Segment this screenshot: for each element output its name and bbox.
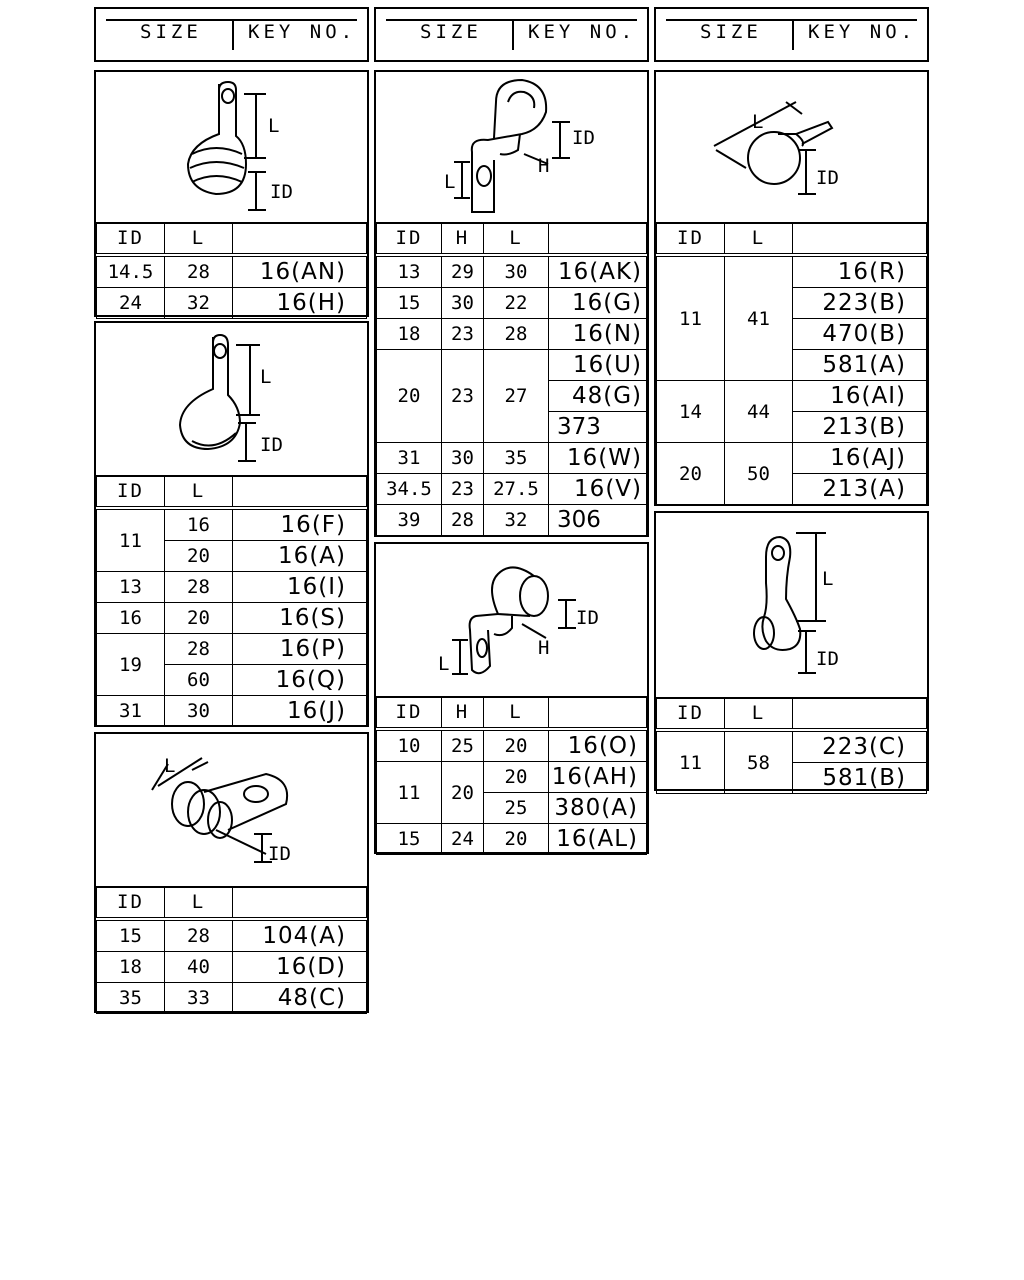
- cell-l: 20: [484, 762, 549, 793]
- dim-l-label: L: [752, 111, 764, 133]
- table-row: [377, 288, 647, 319]
- cell-key[interactable]: 16(J): [233, 696, 367, 727]
- dim-l-label: L: [444, 171, 456, 193]
- cell-key[interactable]: 16(P): [233, 634, 367, 665]
- clip-cushion-drawing: [96, 734, 367, 886]
- cell-key[interactable]: 16(AJ): [793, 443, 927, 474]
- table-row: [377, 319, 647, 350]
- cell-l: 25: [484, 793, 549, 824]
- table-row: [377, 762, 647, 793]
- cell-id: 31: [377, 443, 442, 474]
- table-row: [377, 474, 647, 505]
- col-header-key: [233, 223, 367, 256]
- clip-bracket-drawing: [376, 72, 647, 222]
- col-header-id: ID: [97, 476, 165, 509]
- col-header-h: H: [442, 223, 484, 256]
- table-row: [97, 603, 367, 634]
- cell-l: 35: [484, 443, 549, 474]
- cell-key[interactable]: 380(A): [549, 793, 647, 824]
- cell-id: 11: [657, 730, 725, 794]
- col-header-l: L: [725, 698, 793, 731]
- cell-l: 28: [165, 919, 233, 952]
- table-row: [97, 919, 367, 952]
- cell-l: 58: [725, 730, 793, 794]
- cell-h: 20: [442, 762, 484, 824]
- cell-id: 34.5: [377, 474, 442, 505]
- dim-id-label: ID: [270, 181, 293, 203]
- cell-key[interactable]: 16(AI): [793, 381, 927, 412]
- panel-clip-cushion: [94, 732, 369, 1013]
- table-clip-bracket-offset: [376, 696, 647, 855]
- cell-id: 11: [657, 255, 725, 381]
- dim-id-label: ID: [816, 167, 839, 189]
- table-clip-p-type: [656, 697, 927, 794]
- cell-id: 18: [97, 952, 165, 983]
- cell-key[interactable]: 223(B): [793, 288, 927, 319]
- table-row: [657, 443, 927, 474]
- cell-id: 31: [97, 696, 165, 727]
- table-row: [97, 508, 367, 541]
- dim-h-label: H: [538, 155, 550, 177]
- cell-l: 20: [165, 541, 233, 572]
- cell-key[interactable]: 213(B): [793, 412, 927, 443]
- cell-l: 20: [165, 603, 233, 634]
- cell-key[interactable]: 16(H): [233, 288, 367, 319]
- table-row: [97, 288, 367, 319]
- cell-h: 30: [442, 288, 484, 319]
- cell-key[interactable]: 470(B): [793, 319, 927, 350]
- cell-key[interactable]: 213(A): [793, 474, 927, 505]
- clip-p-type-drawing: [656, 513, 927, 697]
- cell-key[interactable]: 16(G): [549, 288, 647, 319]
- dim-l-label: L: [822, 568, 834, 590]
- cell-id: 13: [97, 572, 165, 603]
- table-row: [97, 572, 367, 603]
- cell-key[interactable]: 306: [549, 505, 647, 536]
- key-label: KEY NO.: [528, 21, 637, 43]
- table-clip-bracket: [376, 222, 647, 536]
- cell-h: 25: [442, 729, 484, 762]
- cell-key[interactable]: 16(D): [233, 952, 367, 983]
- panel-clip-coil: [94, 70, 369, 317]
- col-header-key: [793, 223, 927, 256]
- col-header-key: [233, 476, 367, 509]
- cell-key[interactable]: 223(C): [793, 730, 927, 763]
- table-row: [657, 730, 927, 763]
- dim-id-label: ID: [572, 127, 595, 149]
- header-col-3: [654, 7, 929, 62]
- size-label: SIZE: [420, 21, 482, 43]
- clip-bracket-offset-drawing: [376, 544, 647, 696]
- panel-clip-bracket-offset: [374, 542, 649, 854]
- figure-clip-bracket-offset: [376, 544, 647, 698]
- cell-l: 28: [165, 255, 233, 288]
- cell-key[interactable]: 16(AH): [549, 762, 647, 793]
- cell-key[interactable]: 16(O): [549, 729, 647, 762]
- table-row: [377, 255, 647, 288]
- table-row: [377, 729, 647, 762]
- table-row: [97, 983, 367, 1014]
- cell-key[interactable]: 48(C): [233, 983, 367, 1014]
- table-row: [97, 696, 367, 727]
- table-clip-coil: [96, 222, 367, 319]
- figure-clip-cushion: [96, 734, 367, 888]
- dim-l-label: L: [164, 755, 176, 777]
- figure-clip-loop: [96, 323, 367, 477]
- key-label: KEY NO.: [808, 21, 917, 43]
- cell-id: 14.5: [97, 255, 165, 288]
- dim-id-label: ID: [816, 648, 839, 670]
- cell-l: 50: [725, 443, 793, 505]
- cell-id: 20: [377, 350, 442, 443]
- table-row: [97, 634, 367, 665]
- table-row: [377, 824, 647, 855]
- cell-key[interactable]: 16(U): [549, 350, 647, 381]
- panel-clip-bracket: [374, 70, 649, 537]
- col-header-id: ID: [657, 223, 725, 256]
- dim-id-label: ID: [260, 434, 283, 456]
- cell-l: 16: [165, 508, 233, 541]
- col-header-l: L: [484, 223, 549, 256]
- cell-l: 22: [484, 288, 549, 319]
- col-header-key: [549, 223, 647, 256]
- table-row: [377, 505, 647, 536]
- size-label: SIZE: [140, 21, 202, 43]
- cell-l: 20: [484, 729, 549, 762]
- dim-l-label: L: [260, 366, 272, 388]
- figure-clip-ring: [656, 72, 927, 224]
- col-header-l: L: [484, 697, 549, 730]
- cell-id: 16: [97, 603, 165, 634]
- cell-key[interactable]: 16(Q): [233, 665, 367, 696]
- cell-key[interactable]: 16(A): [233, 541, 367, 572]
- cell-l: 27.5: [484, 474, 549, 505]
- clip-ring-drawing: [656, 72, 927, 222]
- figure-clip-coil: [96, 72, 367, 224]
- cell-key[interactable]: 16(W): [549, 443, 647, 474]
- col-header-id: ID: [97, 223, 165, 256]
- cell-l: 30: [165, 696, 233, 727]
- cell-id: 15: [377, 824, 442, 855]
- cell-key[interactable]: 16(R): [793, 255, 927, 288]
- header-col-1: [94, 7, 369, 62]
- cell-id: 13: [377, 255, 442, 288]
- dim-l-label: L: [438, 653, 450, 675]
- key-label: KEY NO.: [248, 21, 357, 43]
- cell-h: 23: [442, 474, 484, 505]
- table-row: [657, 381, 927, 412]
- cell-id: 10: [377, 729, 442, 762]
- cell-id: 19: [97, 634, 165, 696]
- cell-id: 20: [657, 443, 725, 505]
- col-header-l: L: [165, 223, 233, 256]
- figure-clip-bracket: [376, 72, 647, 224]
- size-label: SIZE: [700, 21, 762, 43]
- dim-id-label: ID: [576, 607, 599, 629]
- cell-h: 23: [442, 319, 484, 350]
- cell-id: 15: [377, 288, 442, 319]
- cell-h: 28: [442, 505, 484, 536]
- cell-id: 18: [377, 319, 442, 350]
- cell-key[interactable]: 16(AL): [549, 824, 647, 855]
- cell-key[interactable]: 16(F): [233, 508, 367, 541]
- col-header-key: [233, 887, 367, 920]
- table-row: [97, 255, 367, 288]
- dim-l-label: L: [268, 115, 280, 137]
- col-header-id: ID: [657, 698, 725, 731]
- table-clip-loop: [96, 475, 367, 727]
- col-header-l: L: [725, 223, 793, 256]
- table-row: [377, 350, 647, 381]
- cell-key[interactable]: 581(B): [793, 763, 927, 794]
- table-clip-ring: [656, 222, 927, 505]
- cell-l: 32: [165, 288, 233, 319]
- cell-l: 28: [165, 634, 233, 665]
- cell-key[interactable]: 16(AN): [233, 255, 367, 288]
- table-row: [377, 443, 647, 474]
- header-col-2: [374, 7, 649, 62]
- col-header-id: ID: [97, 887, 165, 920]
- col-header-id: ID: [377, 223, 442, 256]
- cell-l: 33: [165, 983, 233, 1014]
- clip-loop-drawing: [96, 323, 367, 475]
- col-header-id: ID: [377, 697, 442, 730]
- cell-h: 29: [442, 255, 484, 288]
- cell-l: 28: [165, 572, 233, 603]
- cell-key[interactable]: 16(V): [549, 474, 647, 505]
- cell-id: 39: [377, 505, 442, 536]
- figure-clip-p-type: [656, 513, 927, 699]
- cell-h: 30: [442, 443, 484, 474]
- table-clip-cushion: [96, 886, 367, 1014]
- cell-l: 40: [165, 952, 233, 983]
- cell-id: 11: [377, 762, 442, 824]
- panel-clip-p-type: [654, 511, 929, 791]
- panel-clip-ring: [654, 70, 929, 506]
- cell-id: 35: [97, 983, 165, 1014]
- cell-l: 44: [725, 381, 793, 443]
- cell-key[interactable]: 48(G): [549, 381, 647, 412]
- cell-l: 20: [484, 824, 549, 855]
- cell-l: 41: [725, 255, 793, 381]
- col-header-key: [793, 698, 927, 731]
- cell-h: 24: [442, 824, 484, 855]
- cell-l: 27: [484, 350, 549, 443]
- cell-key[interactable]: 16(AK): [549, 255, 647, 288]
- cell-key[interactable]: 16(I): [233, 572, 367, 603]
- col-header-l: L: [165, 476, 233, 509]
- clip-coil-drawing: [96, 72, 367, 222]
- col-header-h: H: [442, 697, 484, 730]
- cell-key[interactable]: 16(S): [233, 603, 367, 634]
- cell-id: 15: [97, 919, 165, 952]
- col-header-l: L: [165, 887, 233, 920]
- cell-h: 23: [442, 350, 484, 443]
- dim-id-label: ID: [268, 843, 291, 865]
- cell-key[interactable]: 104(A): [233, 919, 367, 952]
- cell-l: 32: [484, 505, 549, 536]
- col-header-key: [549, 697, 647, 730]
- panel-clip-loop: [94, 321, 369, 727]
- cell-l: 30: [484, 255, 549, 288]
- table-row: [97, 952, 367, 983]
- cell-key[interactable]: 16(N): [549, 319, 647, 350]
- cell-id: 11: [97, 508, 165, 572]
- cell-key[interactable]: 373: [549, 412, 647, 443]
- cell-id: 24: [97, 288, 165, 319]
- cell-id: 14: [657, 381, 725, 443]
- table-row: [657, 255, 927, 288]
- cell-l: 28: [484, 319, 549, 350]
- cell-l: 60: [165, 665, 233, 696]
- cell-key[interactable]: 581(A): [793, 350, 927, 381]
- dim-h-label: H: [538, 637, 550, 659]
